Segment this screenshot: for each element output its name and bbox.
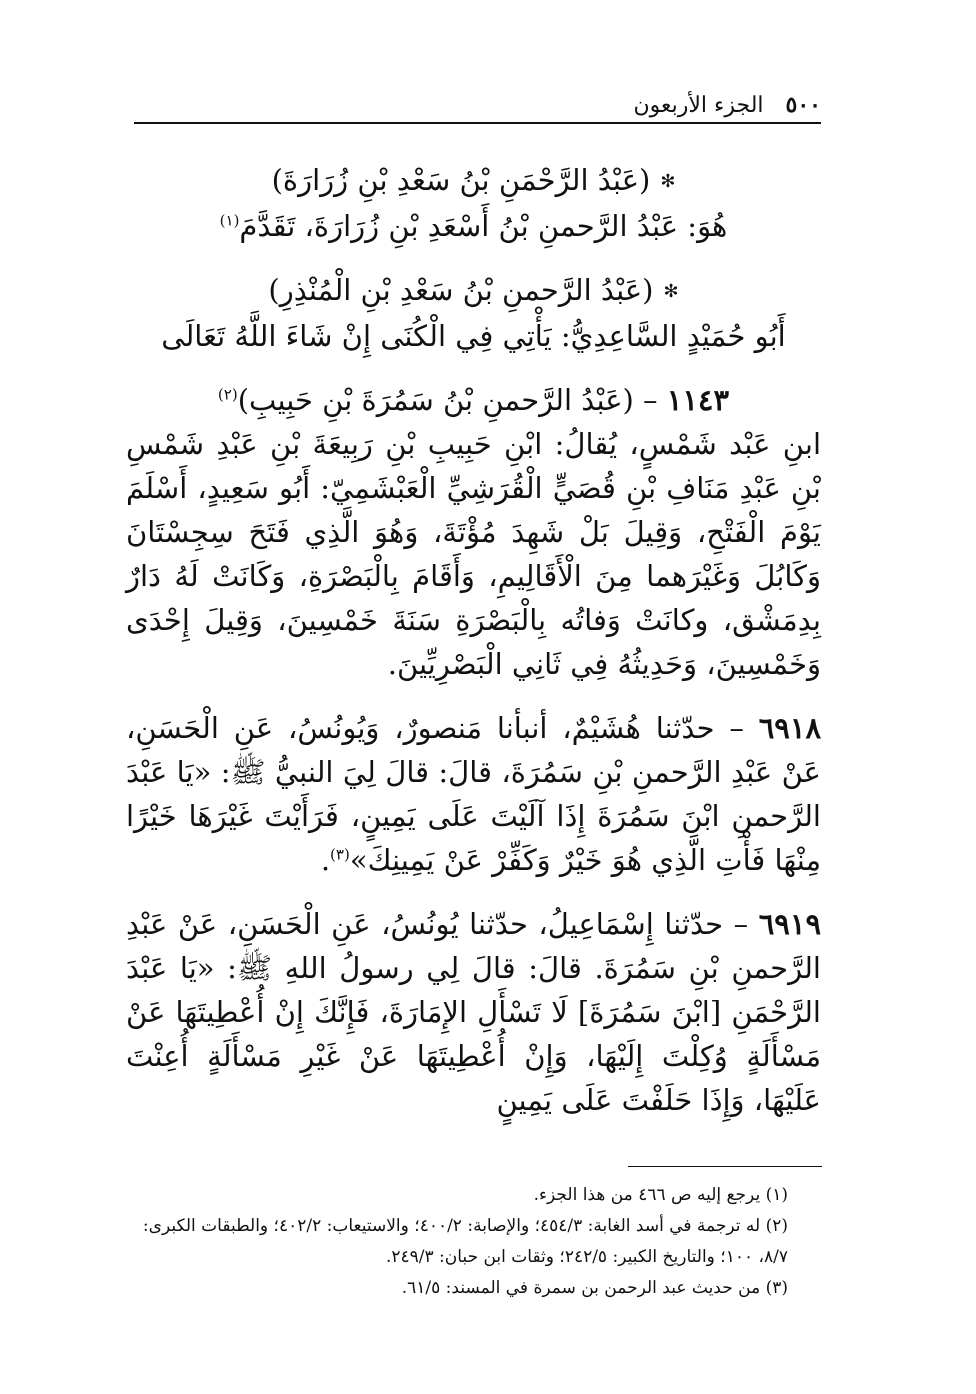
hadith-paragraph: ٦٩١٩ – حدّثنا إِسْمَاعِيلُ، حدّثنا يُونُسُ، عَنِ الْحَسَنِ، عَنْ عَبْدِ الرَّحمنِ بْنِ سَمُرَةَ. قالَ: قالَ لِي رسولُ اللهِ ﷺ: «يَا عَبْدَ الرَّحْمَنِ [ابْنَ سَمُرَةَ] لَا تَسْأَلِ الإِمَارَةَ، فَإِنَّكَ إِنْ أُعْطِيتَهَا عَنْ مَسْأَلَةٍ وُكِلْتَ إِلَيْهَا، وَإِنْ أُعْطِيتَهَا عَنْ غَيْرِ مَسْأَلَةٍ أُعِنْتَ عَلَيْهَا، وَإِذَا حَلَفْتَ عَلَى يَمِينٍ — [126, 907, 822, 1117]
footnote: (٢) له ترجمة في أسد الغابة: ٤٥٤/٣؛ والإصابة: ٤٠٠/٢؛ والاستيعاب: ٤٠٢/٢؛ والطبقات الكبرى: ٨/٧، ١٠٠؛ والتاريخ الكبير: ٢٤٢/٥؛ وثقات ابن حبان: ٢٤٩/٣. — [142, 1216, 788, 1267]
footnote-ref: (١) — [219, 211, 240, 230]
footnotes — [130, 1180, 824, 1304]
biography-paragraph: ابنِ عَبْد شَمْسٍ، يُقالُ: ابْنِ حَبِيبِ بْنِ رَبِيعَةَ بْنِ عَبْدِ شَمْسِ بْنِ عَبْدِ مَنَافِ بْنِ قُصَيٍّ الْقُرَشِيِّ الْعَبْشَمِيّ: أَبُو سَعِيدٍ، أَسْلَمَ يَوْمَ الْفَتْحِ، وَقِيلَ بَلْ شَهِدَ مُؤْتَةَ، وَهُوَ الَّذِي فَتَحَ سِجِسْتَانَ وَكَابُلَ وَغَيْرَهما مِنَ الْأَقَالِيمِ، وَأَقَامَ بِالْبَصْرَةِ، وَكَانَتْ لَهُ دَارٌ بِدِمَشْق، وكانَتْ وَفاتُه بِالْبَصْرَةِ سَنَةَ خَمْسِينَ، وَقِيلَ إِحْدَى وَخَمْسِينَ، وَحَدِيثُهُ فِي ثَانِي الْبَصْرِيِّينَ. — [126, 427, 821, 681]
hadith-text: حدّثنا هُشَيْمٌ، أنبأنا مَنصورٌ، وَيُونُسُ، عَنِ الْحَسَنِ، عَنْ عَبْدِ الرَّحمنِ بْنِ سَمُرَةَ، قالَ: قالَ لِيَ النبيُّ ﷺ: «يَا عَبْدَ الرَّحمنِ ابْنَ سَمُرَةَ إِذَا آلَيْتَ عَلَى يَمِينٍ، فَرَأَيْتَ غَيْرَهَا خَيْرًا مِنْهَا فَأْتِ الَّذِي هُوَ خَيْرٌ وَكَفِّرْ عَنْ يَمِينِكَ» — [126, 711, 821, 877]
entry-title: ✻(عَبْدُ الرَّحْمَنِ بْنُ سَعْدِ بْنِ زُرَارَةَ) — [271, 163, 676, 197]
star-icon: ✻ — [663, 281, 679, 302]
entry-name: (عَبْدُ الرَّحمنِ بْنُ سَمُرَةَ بْنِ حَبِيبِ) — [237, 383, 634, 417]
hadith-number: ٦٩١٨ — [758, 711, 822, 745]
entry-number: ١١٤٣ — [666, 383, 730, 417]
running-title: الجزء الأربعون — [633, 93, 764, 118]
star-icon: ✻ — [660, 171, 676, 192]
footnote: (١) يرجع إليه ص ٤٦٦ من هذا الجزء. — [533, 1185, 788, 1205]
footnote-ref: (٢) — [217, 385, 238, 404]
page-number: ٥٠٠ — [785, 92, 821, 118]
hadith-text: حدّثنا إِسْمَاعِيلُ، حدّثنا يُونُسُ، عَنِ الْحَسَنِ، عَنْ عَبْدِ الرَّحمنِ بْنِ سَمُرَةَ. قالَ: قالَ لِي رسولُ اللهِ ﷺ: «يَا عَبْدَ الرَّحْمَنِ [ابْنَ سَمُرَةَ] لَا تَسْأَلِ الإِمَارَةَ، فَإِنَّكَ إِنْ أُعْطِيتَهَا عَنْ مَسْأَلَةٍ وُكِلْتَ إِلَيْهَا، وَإِنْ أُعْطِيتَهَا عَنْ غَيْرِ مَسْأَلَةٍ أُعِنْتَ عَلَيْهَا، وَإِذَا حَلَفْتَ عَلَى يَمِينٍ — [126, 907, 821, 1117]
entry-body: أَبُو حُمَيْدٍ السَّاعِدِيُّ: يَأْتِي فِي الْكُنَى إِنْ شَاءَ اللَّهُ تَعَالَى — [161, 319, 786, 353]
footnote-ref: (٣) — [330, 845, 350, 864]
page-body — [126, 158, 821, 1122]
entry-body: هُوَ: عَبْدُ الرَّحمنِ بْنُ أَسْعَدِ بْنِ زُرَارَةَ، تَقَدَّمَ$^{(١)}$ — [219, 209, 728, 243]
page-header — [134, 88, 821, 124]
footnote-divider — [628, 1166, 822, 1167]
hadith-number: ٦٩١٩ — [758, 907, 822, 941]
main-entry-title: ١١٤٣ – (عَبْدُ الرَّحمنِ بْنُ سَمُرَةَ بْنِ حَبِيبِ)$^{(٢)}$ — [217, 383, 730, 417]
hadith-paragraph: ٦٩١٨ – حدّثنا هُشَيْمٌ، أنبأنا مَنصورٌ، وَيُونُسُ، عَنِ الْحَسَنِ، عَنْ عَبْدِ الرَّحمنِ بْنِ سَمُرَةَ، قالَ: قالَ لِيَ النبيُّ ﷺ: «يَا عَبْدَ الرَّحمنِ ابْنَ سَمُرَةَ إِذَا آلَيْتَ عَلَى يَمِينٍ، فَرَأَيْتَ غَيْرَهَا خَيْرًا مِنْهَا فَأْتِ الَّذِي هُوَ خَيْرٌ وَكَفِّرْ عَنْ يَمِينِكَ»$^{(٣)}$. — [126, 711, 822, 877]
entry-title: ✻(عَبْدُ الرَّحمنِ بْنُ سَعْدِ بْنِ الْمُنْذِرِ) — [268, 273, 679, 307]
footnote: (٣) من حديث عبد الرحمن بن سمرة في المسند: ٦١/٥. — [401, 1278, 788, 1298]
